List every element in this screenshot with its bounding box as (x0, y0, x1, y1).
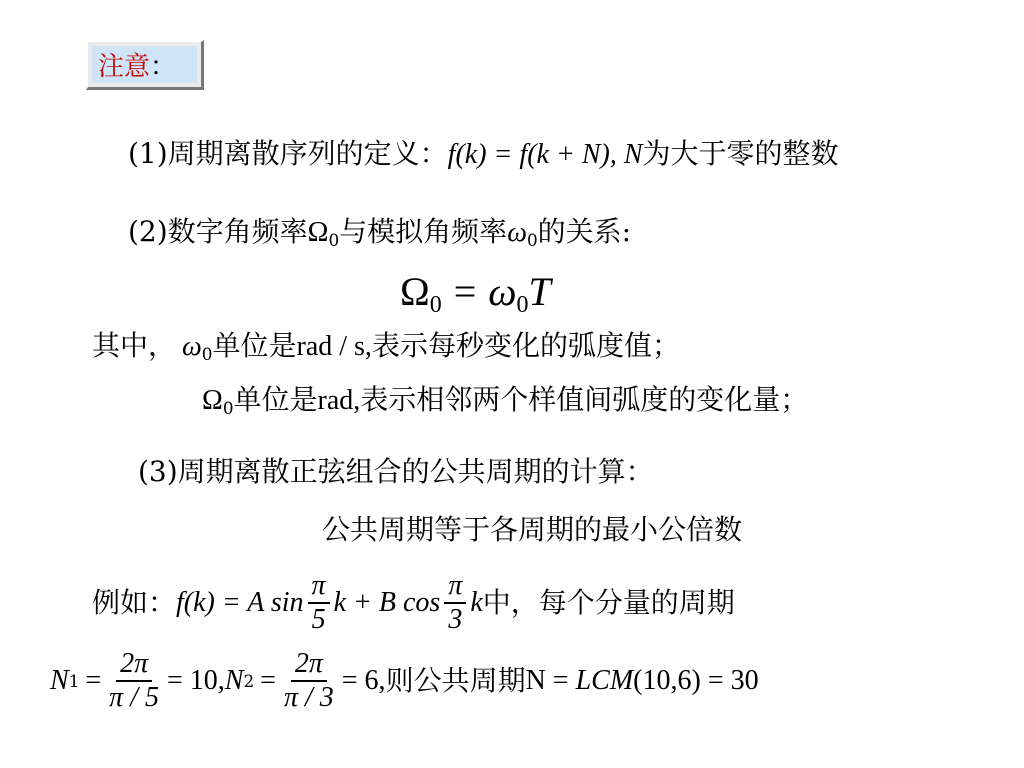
definition-line (128, 137, 839, 170)
unit-text2: 表示每秒变化的弧度值； (371, 329, 680, 362)
n1-symbol: N (50, 665, 69, 697)
result-lcm-args: (10,6) = 30 (633, 665, 759, 697)
unit2-value: rad, (317, 385, 361, 416)
unit-prefix: 其中， (92, 329, 177, 362)
omega-small-symbol: ω (507, 217, 527, 248)
relation-suffix: 的关系: (537, 215, 632, 248)
unit-value: rad / s, (296, 331, 372, 362)
n1-sub: 1 (68, 670, 80, 691)
omega-unit-line (92, 329, 680, 365)
eq-lhs: Ω (400, 269, 430, 314)
note-box (86, 40, 204, 90)
n1-value: = 10, (166, 665, 225, 697)
f1-num: 2π (116, 648, 152, 682)
relation-middle: 与模拟角频率 (339, 215, 508, 248)
frac1-den: 5 (311, 604, 326, 636)
omega-small-sub: 0 (526, 230, 538, 251)
fraction-n1 (105, 648, 163, 714)
unit2-text1: 单位是 (233, 383, 318, 416)
n2-sub: 2 (243, 670, 255, 691)
example-k: k (470, 587, 483, 619)
omega-big-unit-line (202, 383, 809, 419)
fraction-pi-over-3 (444, 570, 466, 636)
example-formula-mid: k + B cos (333, 587, 441, 619)
fraction-n2 (280, 648, 338, 714)
eq-equals: = (453, 269, 477, 314)
example-suffix: 中，每个分量的周期 (482, 586, 735, 620)
note-colon: ： (150, 52, 177, 82)
result-text: 则公共周期 (385, 664, 526, 698)
n2-symbol: N (224, 665, 244, 697)
relation-line (128, 215, 632, 251)
lcm-statement: 公共周期等于各周期的最小公倍数 (322, 513, 743, 546)
example-line (92, 570, 735, 636)
relation-prefix: (2)数字角频率 (128, 215, 308, 248)
n2-value: = 6, (341, 665, 386, 697)
frac2-num: π (444, 570, 466, 604)
result-lcm: LCM (575, 665, 634, 697)
eq-rhs-sub: 0 (516, 292, 529, 319)
n1-equals: = (85, 665, 102, 697)
note-text: 注意 (98, 52, 151, 82)
f2-num: 2π (291, 648, 327, 682)
unit2-text2: 表示相邻两个样值间弧度的变化量； (360, 383, 809, 416)
f2-den: π / 3 (283, 682, 334, 714)
unit2-omega-symbol: Ω (202, 385, 223, 416)
unit-omega-sub: 0 (201, 344, 213, 365)
eq-rhs-T: T (528, 269, 551, 314)
definition-suffix: 为大于零的整数 (642, 137, 839, 170)
example-prefix: 例如： (92, 586, 177, 620)
definition-formula: f(k) = f(k + N), N (447, 139, 643, 170)
note-label (92, 46, 197, 83)
example-formula-start: f(k) = A sin (176, 587, 304, 619)
n2-equals: = (260, 665, 276, 697)
common-period-heading: (3)周期离散正弦组合的公共周期的计算： (138, 455, 654, 488)
result-line (50, 648, 759, 714)
omega-big-symbol: Ω (307, 217, 329, 248)
f1-den: π / 5 (109, 682, 159, 714)
omega-big-sub: 0 (328, 230, 340, 251)
frac1-num: π (308, 570, 330, 604)
eq-lhs-sub: 0 (429, 292, 442, 319)
unit-text1: 单位是 (212, 329, 297, 362)
fraction-pi-over-5 (308, 570, 330, 636)
definition-prefix: (1)周期离散序列的定义： (128, 137, 448, 170)
result-n: N = (525, 665, 576, 697)
relation-equation (400, 268, 551, 319)
eq-rhs-omega: ω (488, 269, 517, 314)
unit2-omega-sub: 0 (222, 398, 234, 419)
frac2-den: 3 (448, 604, 463, 636)
unit-omega-symbol: ω (182, 331, 202, 362)
